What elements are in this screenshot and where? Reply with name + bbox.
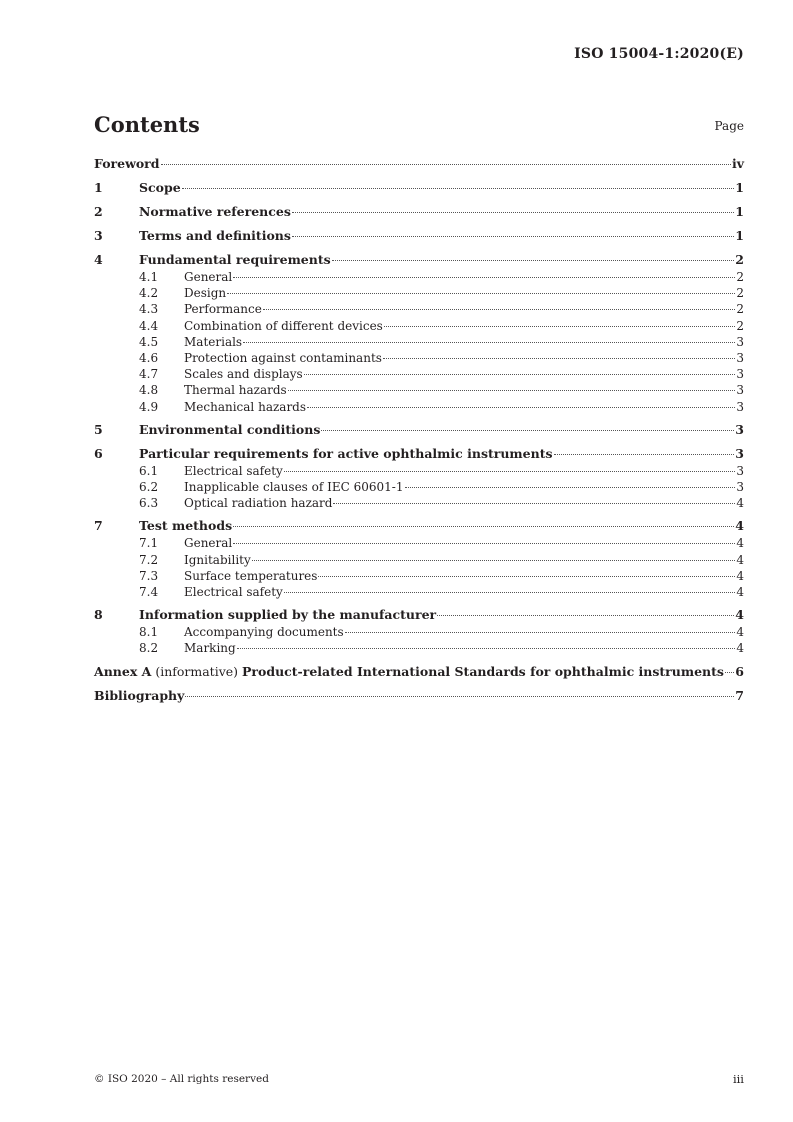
toc-entry[interactable] — [94, 334, 744, 350]
contents-header — [94, 112, 744, 140]
toc-entry-title: Protection against contaminants — [184, 351, 382, 366]
toc-entry-title: Marking — [184, 641, 236, 656]
toc-entry-title: Design — [184, 286, 227, 301]
toc-entry-number: 7.1 — [139, 536, 159, 551]
toc-entry[interactable] — [94, 568, 744, 584]
toc-entry-number: 4.9 — [139, 399, 159, 414]
dot-leader — [284, 471, 736, 472]
toc-entry-title: Fundamental requirements — [139, 252, 331, 267]
toc-entry-page: 1 — [735, 180, 744, 195]
toc-entry-title: Particular requirements for active ophthalmic instruments — [139, 445, 553, 461]
toc-entry[interactable] — [94, 584, 744, 600]
toc-entry-title: Materials — [184, 334, 243, 349]
toc-entry-page: 4 — [736, 552, 744, 567]
toc-entry-title: Ignitability — [184, 552, 251, 567]
toc-entry-page: 3 — [735, 445, 744, 461]
toc-entry-page: 1 — [735, 228, 744, 243]
toc-entry-number: 6.1 — [139, 463, 159, 478]
dot-leader — [384, 326, 736, 327]
dot-leader — [185, 696, 734, 697]
dot-leader — [227, 293, 735, 294]
toc-entry-title: Terms and definitions — [139, 228, 291, 243]
toc-entry-page: 3 — [735, 421, 744, 437]
toc-entry-page: 2 — [736, 286, 744, 301]
toc-entry-page: 2 — [736, 302, 744, 317]
toc-entry-number: 6 — [94, 445, 103, 461]
dot-leader — [383, 358, 735, 359]
dot-leader — [292, 236, 734, 237]
toc-entry-title: Combination of different devices — [184, 318, 383, 333]
toc-entry-title: General — [184, 536, 233, 551]
toc-entry-number: 7.3 — [139, 568, 159, 583]
toc-entry-number: 5 — [94, 421, 103, 437]
toc-entry-number: 4.8 — [139, 383, 159, 398]
document-id: ISO 15004-1:2020(E) — [574, 46, 744, 62]
toc-entry-title: Information supplied by the manufacturer — [139, 607, 437, 623]
dot-leader — [307, 407, 735, 408]
toc-entry-number: 4.5 — [139, 334, 159, 349]
dot-leader — [333, 503, 735, 504]
page-number: iii — [732, 1072, 744, 1086]
toc-entry[interactable] — [94, 285, 744, 301]
dot-leader — [243, 342, 735, 343]
toc-entry[interactable] — [94, 318, 744, 334]
toc-entry-number: 8 — [94, 607, 103, 623]
dot-leader — [304, 374, 736, 375]
dot-leader — [345, 632, 736, 633]
toc-entry-title: Surface temperatures — [184, 568, 318, 583]
toc-entry-number: 4.3 — [139, 302, 159, 317]
toc-entry-page: 4 — [735, 607, 744, 623]
toc-entry[interactable] — [94, 624, 744, 640]
dot-leader — [284, 592, 736, 593]
toc-entry-page: 4 — [736, 536, 744, 551]
toc-entry[interactable] — [94, 202, 744, 221]
toc-entry-number: 7.4 — [139, 585, 159, 600]
dot-leader — [288, 390, 736, 391]
toc-entry[interactable] — [94, 640, 744, 656]
toc-entry-page: 4 — [736, 641, 744, 656]
copyright-notice: © ISO 2020 – All rights reserved — [94, 1073, 269, 1085]
dot-leader — [554, 454, 735, 455]
dot-leader — [321, 430, 734, 431]
toc-entry-number: 6.2 — [139, 480, 159, 495]
toc-entry[interactable] — [94, 250, 744, 269]
toc-entry-title: Thermal hazards — [184, 383, 287, 398]
toc-entry-page: 6 — [735, 663, 744, 679]
dot-leader — [161, 164, 731, 165]
toc-entry-number: 8.2 — [139, 641, 159, 656]
toc-entry-page: 2 — [736, 270, 744, 284]
toc-entry[interactable] — [94, 662, 744, 681]
toc-entry-page: 3 — [736, 480, 744, 495]
dot-leader — [233, 526, 734, 527]
dot-leader — [233, 543, 735, 544]
toc-entry[interactable] — [94, 154, 744, 173]
toc-entry[interactable] — [94, 178, 744, 197]
toc-entry-number: 3 — [94, 228, 103, 243]
annex-type: (informative) — [151, 663, 243, 679]
toc-entry-number: 7.2 — [139, 552, 159, 567]
toc-entry[interactable] — [94, 382, 744, 398]
toc-entry[interactable] — [94, 399, 744, 415]
toc-entry[interactable] — [94, 479, 744, 495]
dot-leader — [318, 576, 735, 577]
toc-entry-title: Inapplicable clauses of IEC 60601-1 — [184, 480, 404, 495]
toc-entry-title: Scope — [139, 180, 181, 195]
toc-entry-page: 2 — [735, 252, 744, 267]
toc-entry-number: 4 — [94, 252, 103, 267]
toc-entry[interactable] — [94, 301, 744, 317]
toc-entry-page: 4 — [736, 585, 744, 600]
dot-leader — [233, 277, 735, 278]
toc-entry-page: iv — [731, 156, 744, 171]
toc-entry-title: Mechanical hazards — [184, 399, 307, 414]
toc-entry-title: Scales and displays — [184, 367, 303, 382]
toc-entry-number: 8.1 — [139, 625, 159, 640]
toc-entry[interactable] — [94, 226, 744, 245]
toc-entry[interactable] — [94, 552, 744, 568]
toc-entry-page: 3 — [736, 399, 744, 414]
toc-entry[interactable] — [94, 269, 744, 285]
toc-entry-number: 7 — [94, 518, 103, 534]
toc-entry-number: 4.7 — [139, 367, 159, 382]
toc-entry-number: 6.3 — [139, 496, 159, 511]
toc-entry-page: 4 — [736, 568, 744, 583]
table-of-contents — [94, 154, 744, 705]
toc-entry-title: Test methods — [139, 518, 233, 534]
toc-entry[interactable] — [94, 605, 744, 624]
toc-entry-number: 1 — [94, 180, 103, 195]
dot-leader — [292, 212, 734, 213]
toc-entry[interactable] — [94, 366, 744, 382]
toc-entry-page: 4 — [735, 518, 744, 534]
page-column-label: Page — [714, 119, 744, 133]
dot-leader — [405, 487, 736, 488]
toc-entry-page: 3 — [736, 383, 744, 398]
toc-entry-page: 3 — [736, 334, 744, 349]
toc-entry-page: 4 — [736, 496, 744, 511]
toc-entry-title: General — [184, 270, 233, 284]
dot-leader — [725, 672, 734, 673]
toc-entry-title: Electrical safety — [184, 585, 283, 600]
annex-title: Product-related International Standards for ophthalmic instruments — [242, 663, 724, 679]
annex-label: Annex A — [94, 663, 152, 679]
toc-entry[interactable] — [94, 350, 744, 366]
dot-leader — [263, 309, 736, 310]
toc-entry-title — [94, 662, 724, 681]
toc-entry-number: 4.4 — [139, 318, 159, 333]
toc-entry-number: 4.2 — [139, 286, 159, 301]
toc-entry[interactable] — [94, 535, 744, 551]
toc-entry-title: Environmental conditions — [139, 421, 321, 437]
dot-leader — [182, 188, 735, 189]
page-title: Contents — [94, 112, 200, 137]
toc-entry-page: 1 — [735, 204, 744, 219]
dot-leader — [332, 260, 735, 261]
toc-entry-page: 3 — [736, 463, 744, 478]
dot-leader — [237, 648, 736, 649]
toc-entry-title: Bibliography — [94, 687, 185, 703]
toc-entry[interactable] — [94, 686, 744, 705]
toc-entry-title: Performance — [184, 302, 262, 317]
toc-entry-page: 3 — [736, 351, 744, 366]
dot-leader — [252, 560, 736, 561]
toc-entry[interactable] — [94, 516, 744, 535]
toc-entry-page: 2 — [736, 318, 744, 333]
toc-entry-page: 3 — [736, 367, 744, 382]
toc-entry-title: Electrical safety — [184, 463, 283, 478]
toc-entry[interactable] — [94, 420, 744, 439]
toc-entry-title: Foreword — [94, 156, 160, 171]
toc-entry[interactable] — [94, 495, 744, 511]
toc-entry[interactable] — [94, 444, 744, 463]
toc-entry-number: 2 — [94, 204, 103, 219]
toc-entry-number: 4.1 — [139, 270, 159, 284]
toc-entry-page: 7 — [735, 687, 744, 703]
dot-leader — [437, 615, 734, 616]
toc-entry-number: 4.6 — [139, 351, 159, 366]
toc-entry-title: Normative references — [139, 204, 291, 219]
toc-entry[interactable] — [94, 463, 744, 479]
toc-entry-title: Accompanying documents — [184, 625, 344, 640]
toc-entry-page: 4 — [736, 625, 744, 640]
toc-entry-title: Optical radiation hazard — [184, 496, 333, 511]
